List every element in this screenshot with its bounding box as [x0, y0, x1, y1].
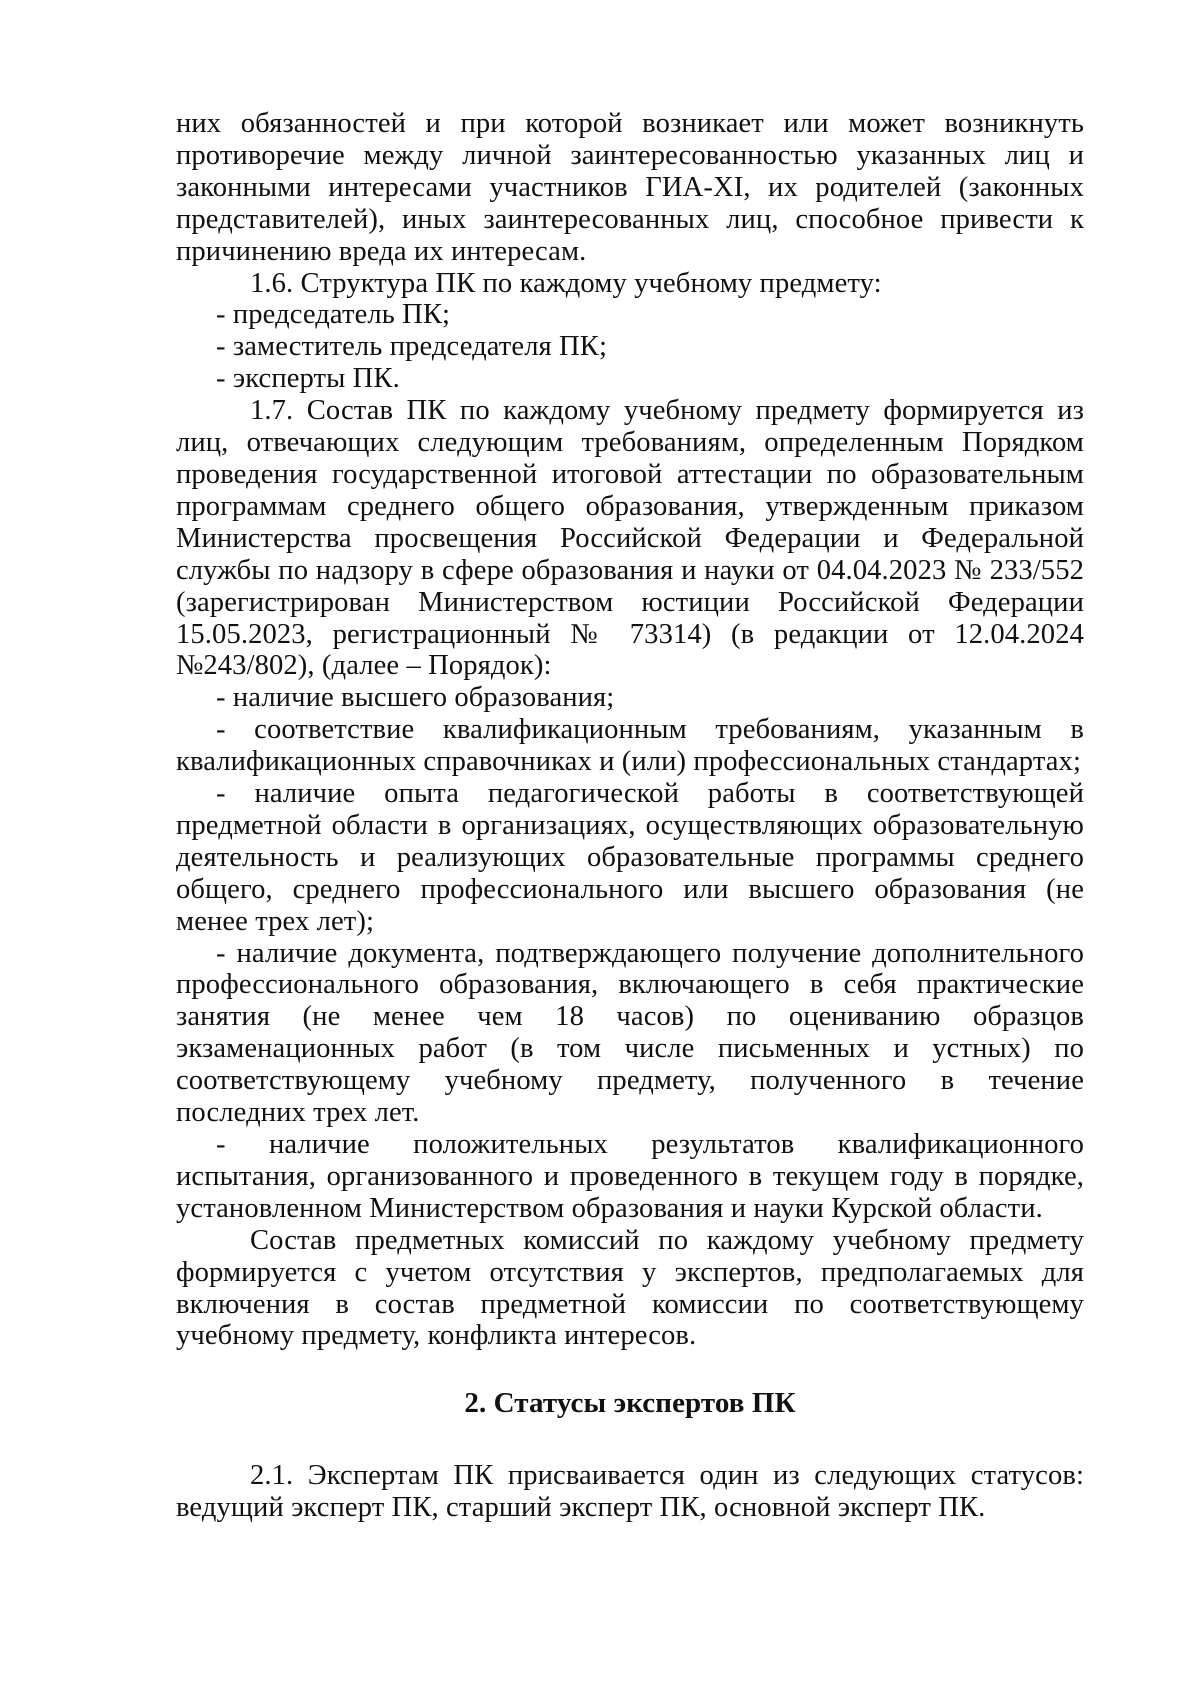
paragraph-composition: Состав предметных комиссий по каждому учебному предмету формируется с учетом отсутствия у экспертов, предполагаемых для включения в состав предметной комиссии по соответствующему учебному предмету, конфликта интересов. — [176, 1224, 1084, 1352]
section-heading: 2. Статусы экспертов ПК — [464, 1387, 796, 1420]
structure-item: - эксперты ПК. — [216, 363, 400, 395]
paragraph-continuation: них обязанностей и при которой возникает или может возникнуть противоречие между личной заинтересованностью указанных лиц и законными интересами участников ГИА-XI, их родителей (законных представителей), иных заинтересованных лиц, способное привести к причинению вреда их интересам. — [176, 108, 1084, 267]
structure-item: - председатель ПК; — [216, 299, 451, 331]
requirement-item: - соответствие квалификационным требованиям, указанным в квалификационных справочниках и (или) профессиональных стандартах; — [176, 714, 1084, 778]
requirement-item: - наличие положительных результатов квалификационного испытания, организованного и проведенного в текущем году в порядке, установленном Министерством образования и науки Курской области. — [176, 1129, 1084, 1224]
requirement-item: - наличие высшего образования; — [216, 682, 615, 714]
paragraph-1-6: 1.6. Структура ПК по каждому учебному предмету: — [250, 267, 882, 299]
paragraph-2-1: 2.1. Экспертам ПК присваивается один из следующих статусов: ведущий эксперт ПК, старший эксперт ПК, основной эксперт ПК. — [176, 1460, 1084, 1524]
paragraph-1-7: 1.7. Состав ПК по каждому учебному предмету формируется из лиц, отвечающих следующим требованиям, определенным Порядком проведения государственной итоговой аттестации по образовательным программам среднего общего образования, утвержденным приказом Министерства просвещения Российской Федерации и Федеральной службы по надзору в сфере образования и науки от 04.04.2023 № 233/552 (зарегистрирован Министерством юстиции Российской Федерации 15.05.2023, регистрационный № 73314) (в редакции от 12.04.2024 №243/802), (далее – Порядок): — [176, 395, 1084, 682]
structure-item: - заместитель председателя ПК; — [216, 331, 608, 363]
requirement-item: - наличие документа, подтверждающего получение дополнительного профессионального образования, включающего в себя практические занятия (не менее чем 18 часов) по оцениванию образцов экзаменационных работ (в том числе письменных и устных) по соответствующему учебному предмету, полученного в течение последних трех лет. — [176, 937, 1084, 1129]
document-page — [176, 108, 1084, 1524]
requirement-item: - наличие опыта педагогической работы в соответствующей предметной области в организациях, осуществляющих образовательную деятельность и реализующих образовательные программы среднего общего, среднего профессионального или высшего образования (не менее трех лет); — [176, 778, 1084, 937]
